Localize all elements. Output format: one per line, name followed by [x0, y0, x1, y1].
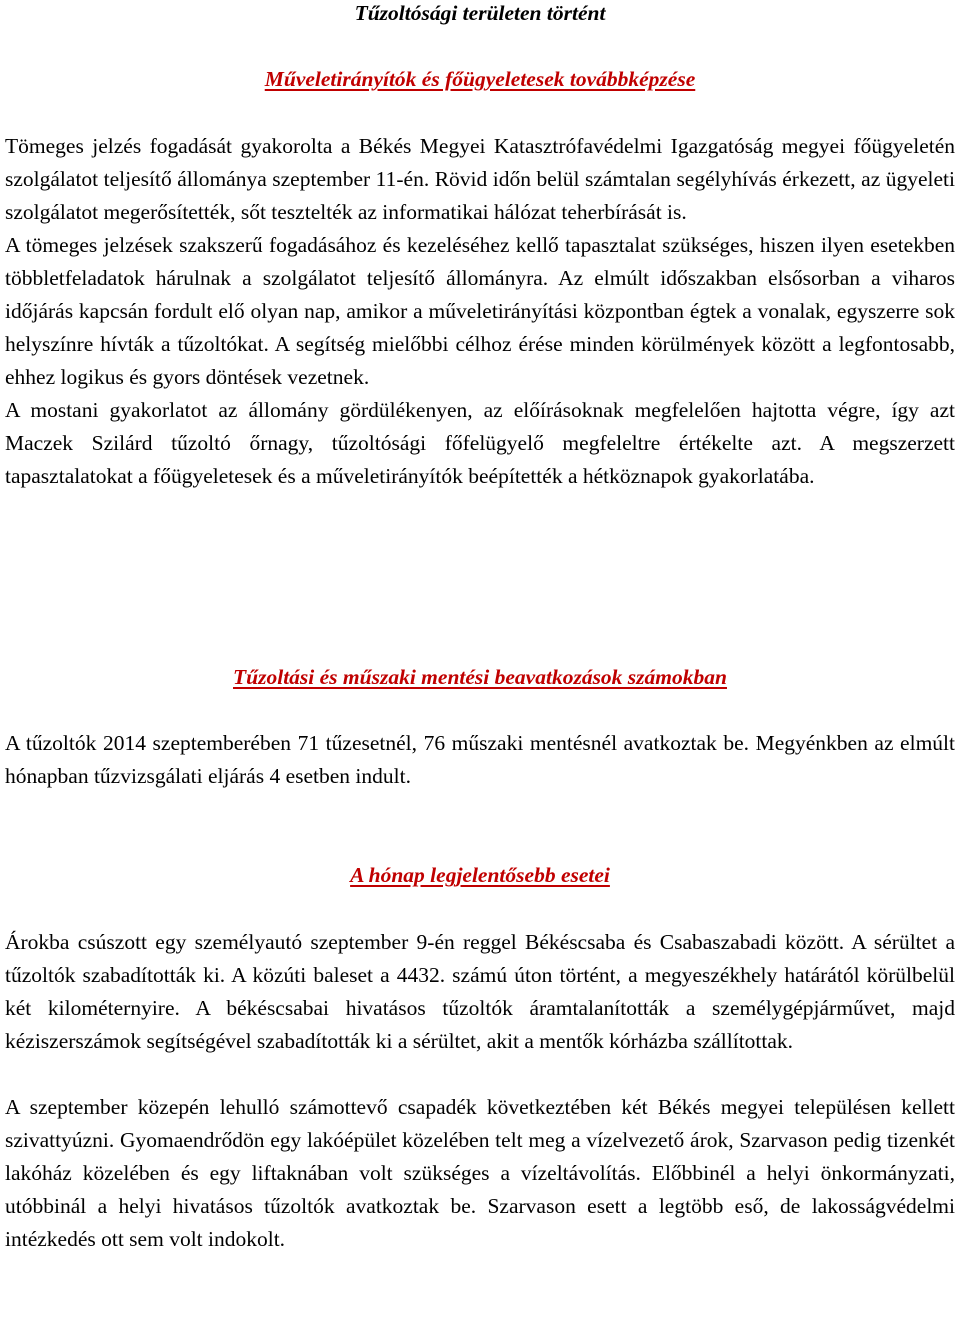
paragraph: A szeptember közepén lehulló számottevő csapadék következtében két Békés megyei településen kellett szivattyúzni. Gyomaendrődön egy lakóépület közelében telt meg a vízelvezető árok, Szarvason pedig tizenkét lakóház közelében és egy liftaknában volt szükséges a vízeltávolítás. Előbbinél a helyi önkormányzati, utóbbinál a helyi hivatásos tűzoltók avatkoztak be. Szarvason esett a legtöbb eső, de lakosságvédelmi intézkedés ott sem volt indokolt.	[5, 1095, 955, 1251]
section-heading-statistics: Tűzoltási és műszaki mentési beavatkozások számokban	[233, 665, 727, 689]
section-heading-cases: A hónap legjelentősebb esetei	[350, 863, 610, 887]
section-heading-training: Műveletirányítók és főügyeletesek továbbképzése	[264, 67, 696, 91]
document-title: Tűzoltósági területen történt	[354, 1, 606, 25]
paragraph: A mostani gyakorlatot az állomány gördülékenyen, az előírásoknak megfelelően hajtotta végre, így azt Maczek Szilárd tűzoltó őrnagy, tűzoltósági főfelügyelő megfeleltre értékelte azt. A megszerzett tapasztalatokat a főügyeletesek és a műveletirányítók beépítették a hétköznapok gyakorlatába.	[5, 398, 955, 488]
section-body-statistics	[5, 727, 955, 793]
paragraph: A tömeges jelzések szakszerű fogadásához és kezeléséhez kellő tapasztalat szükséges, hiszen ilyen esetekben többletfeladatok hárulnak a szolgálatot teljesítő állományra. Az elmúlt időszakban elsősorban a viharos időjárás kapcsán fordult elő olyan nap, amikor a műveletirányítási központban égtek a vonalak, egyszerre sok helyszínre hívták a tűzoltókat. A segítség mielőbbi célhoz érése minden körülmények között a legfontosabb, ehhez logikus és gyors döntések vezetnek.	[5, 233, 955, 389]
section-body-training	[5, 130, 955, 493]
paragraph: Árokba csúszott egy személyautó szeptember 9-én reggel Békéscsaba és Csabaszabadi között. A sérültet a tűzoltók szabadították ki. A közúti baleset a 4432. számú úton történt, a megyeszékhely határától körülbelül két kilométernyire. A békéscsabai hivatásos tűzoltók áramtalanították a személygépjárművet, majd kéziszerszámok segítségével szabadították ki a sérültet, akit a mentők kórházba szállítottak.	[5, 930, 955, 1053]
section-body-cases	[5, 926, 955, 1256]
paragraph: A tűzoltók 2014 szeptemberében 71 tűzesetnél, 76 műszaki mentésnél avatkoztak be. Megyénkben az elmúlt hónapban tűzvizsgálati eljárás 4 esetben indult.	[5, 731, 955, 788]
paragraph: Tömeges jelzés fogadását gyakorolta a Békés Megyei Katasztrófavédelmi Igazgatóság megyei főügyeletén szolgálatot teljesítő állománya szeptember 11-én. Rövid időn belül számtalan segélyhívás érkezett, az ügyeleti szolgálatot megerősítették, sőt tesztelték az informatikai hálózat teherbírását is.	[5, 134, 955, 224]
